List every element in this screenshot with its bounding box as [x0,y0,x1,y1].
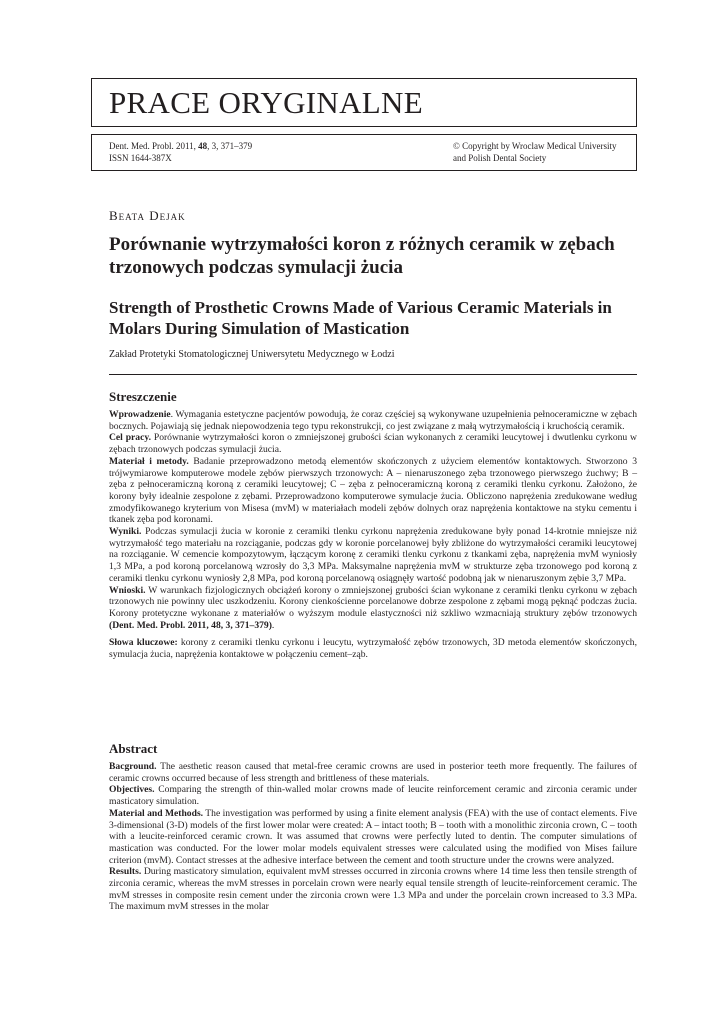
issn: ISSN 1644-387X [109,153,172,163]
paragraph-methods: Material and Methods. The investigation was performed by using a finite element analysis (FEA) with the use of contact elements. Five 3-dimensional (3-D) models of the first lower molar were created: A – intact tooth; B – tooth with a monolithic zirconia crown, C – tooth with a leucite-reinforced ceramic crown. It was assumed that crowns were perfectly luted to dentin. The computer simulations of mastication was conducted. For the lower molar models equivalent stresses were calculated using the modified von Mises failure criterion (mvM). Contact stresses at the adhesive interface between the cement and tooth structure under the crowns were analyzed. [109,807,637,866]
divider [109,374,637,375]
abstract-heading: Abstract [109,741,158,756]
label-wyniki: Wyniki. [109,526,142,538]
abstract-english [109,741,637,913]
citation-volume: 48 [198,141,208,151]
copyright-line-1: © Copyright by Wroclaw Medical University [453,141,617,151]
abstract-polish [109,389,637,661]
section-header-box [91,78,637,127]
paragraph-material: Materiał i metody. Badanie przeprowadzono metodą elementów skończonych z użyciem elementów kontaktowych. Stworzono 3 trójwymiarowe komputerowe modele zębów pierwszych trzonowych: A – nienaruszonego zęba trzonowego pierwszego żuchwy; B – zęba z pełnoceramiczną koroną z ceramiki leucytowej; C – zęba z pełnoceramiczną koroną z ceramiki tlenku cyrkonu. Założono, że korony były idealnie zespolone z zębami. Przeprowadzono komputerowe symulacje żucia. Obliczono naprężenia zredukowane według zmodyfikowanego kryterium von Misesa (mvM) w materiałach modeli zębów dolnych oraz naprężenia kontaktowe na styku cementu i tkanek zęba pod koronami. [109,455,637,526]
affiliation: Zakład Protetyki Stomatologicznej Uniwersytetu Medycznego w Łodzi [109,349,395,360]
label-background: Bacground. [109,761,157,772]
journal-meta-box [91,134,637,171]
label-wprowadzenie: Wprowadzenie [109,409,171,420]
label-results: Results. [109,866,142,878]
copyright-block [453,140,617,164]
label-keywords: Słowa kluczowe: [109,637,178,649]
paragraph-wnioski: Wnioski. W warunkach fizjologicznych obciążeń korony o zmniejszonej grubości ścian wykonane z ceramiki tlenku cyrkonu w zębach trzonowych nie powinny ulec uszkodzeniu. Korony cienkościenne porcelanowe dobrze zespolone z zębami mogą pęknąć podczas żucia. Korony protetyczne wykonane z materiałów o wyższym module elastyczności niż szkliwo wzmacniają struktury zębów trzonowych (Dent. Med. Probl. 2011, 48, 3, 371–379). [109,584,637,631]
journal-citation: Dent. Med. Probl. 2011, 48, 3, 371–379 [109,141,253,151]
article-title-english: Strength of Prosthetic Crowns Made of Various Ceramic Materials in Molars During Simulation of Mastication [109,298,612,338]
paragraph-objectives: Objectives. Comparing the strength of thin-walled molar crowns made of leucite reinforcement ceramic and zirconia ceramic under masticatory simulation. [109,784,637,808]
section-title: PRACE ORYGINALNE [109,85,423,120]
label-material: Materiał i metody. [109,455,189,467]
article-title-polish: Porównanie wytrzymałości koron z różnych ceramik w zębach trzonowych podczas symulacji żucia [109,234,615,278]
label-objectives: Objectives. [109,784,155,796]
label-cel: Cel pracy. [109,432,152,444]
paragraph-background: Bacground. The aesthetic reason caused that metal-free ceramic crowns are used in posterior teeth more frequently. The failures of ceramic crowns occurred because of less strength and brittleness of these materials. [109,761,637,784]
citation-block [109,140,252,164]
copyright-line-2: and Polish Dental Society [453,153,547,163]
label-wnioski: Wnioski. [109,584,146,596]
keywords: Słowa kluczowe: korony z ceramiki tlenku cyrkonu i leucytu, wytrzymałość zębów trzonowych, 3D metoda elementów skończonych, symulacja żucia, naprężenia kontaktowe w połączeniu cement–ząb. [109,637,638,661]
streszczenie-heading: Streszczenie [109,389,177,404]
wnioski-citation: (Dent. Med. Probl. 2011, 48, 3, 371–379) [109,619,272,631]
paragraph-wprowadzenie: Wprowadzenie. Wymagania estetyczne pacjentów powodują, że coraz częściej są wykonywane uzupełnienia pełnoceramiczne w zębach bocznych. Pojawiają się jednak niepowodzenia tego typu rekonstrukcji, co jest związane z małą wytrzymałością i kruchością ceramik. [109,409,637,432]
paragraph-cel: Cel pracy. Porównanie wytrzymałości koron o zmniejszonej grubości ścian wykonanych z ceramiki leucytowej i dwutlenku cyrkonu w zębach trzonowych podczas symulacji żucia. [109,432,637,456]
paragraph-wyniki: Wyniki. Podczas symulacji żucia w koronie z ceramiki tlenku cyrkonu naprężenia zredukowane były ponad 14-krotnie mniejsze niż wytrzymałość tego materiału na rozciąganie, podczas gdy w koronie porcelanowej były zbliżone do wytrzymałości ceramiki leucytowej na rozciąganie. W cemencie kompozytowym, łączącym koronę z ceramiki tlenku cyrkonu z tkankami zęba, naprężenia mvM wyniosły 1,3 MPa, a pod koroną porcelanową wzrosły do 3,3 MPa. Maksymalne naprężenia mvM w strukturze zęba trzonowego pod koroną z ceramiki tlenku cyrkonu wyniosły 2,8 MPa, pod koroną porcelanową osiągnęły wartość podobną jak w nienaruszonym zębie 3,7 MPa. [109,526,637,584]
label-methods: Material and Methods. [109,807,204,819]
paragraph-results: Results. During masticatory simulation, equivalent mvM stresses occurred in zirconia crowns where 14 time less then tensile strength of zirconia ceramic, whereas the mvM stresses in porcelain crown were nearly equal tensile strength of leucite-reinforcement ceramic. The mvM stresses in composite resin cement under the zirconia crown were 1.3 MPa and under the porcelain crown increased to 3.3 MPa. The maximum mvM stresses in the molar [109,866,637,913]
author-name: Beata Dejak [109,208,186,223]
